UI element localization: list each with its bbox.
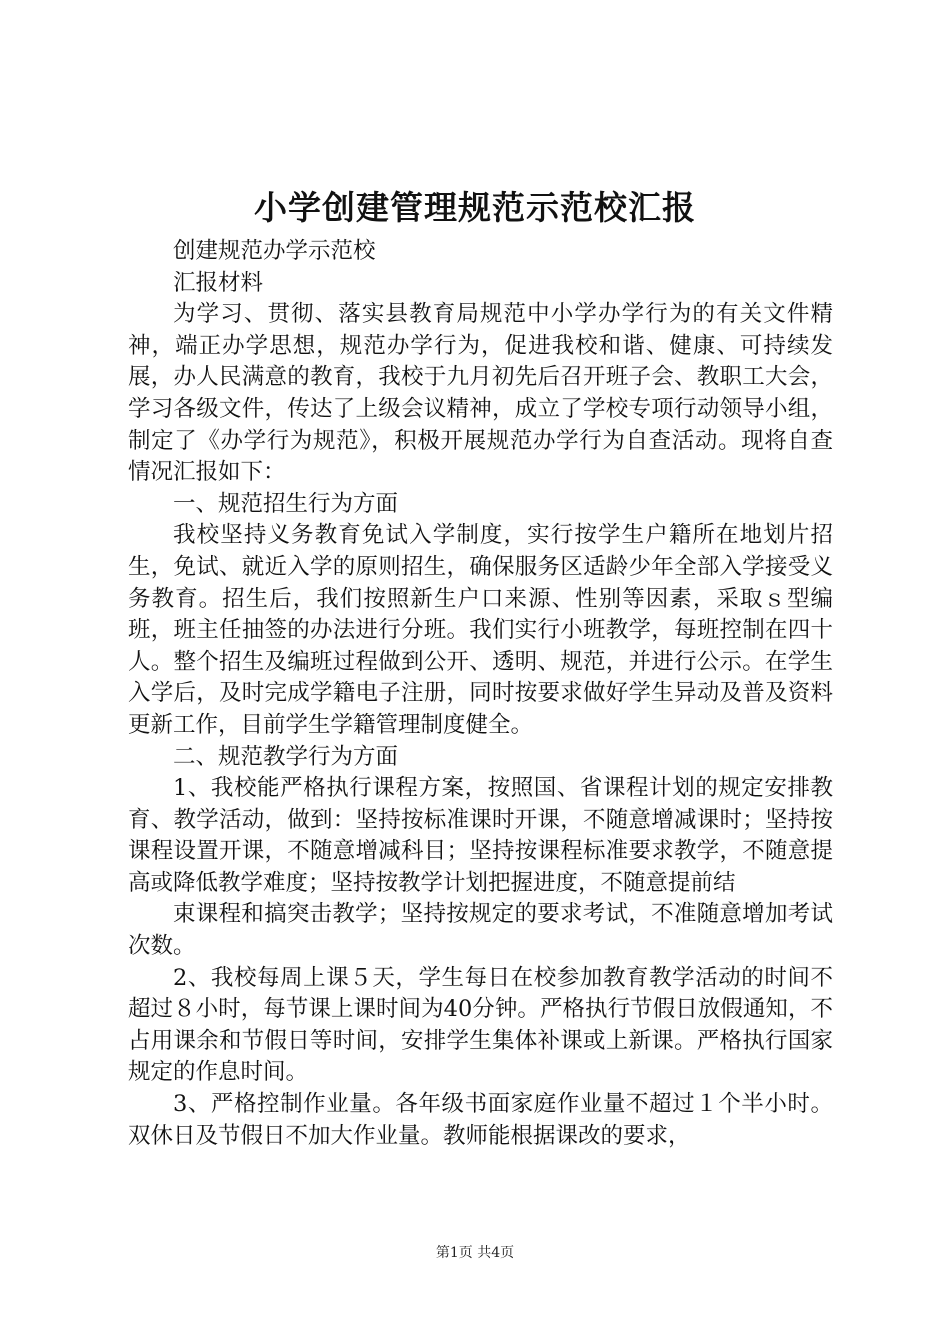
- paragraph: 我校坚持义务教育免试入学制度，实行按学生户籍所在地划片招生，免试、就近入学的原则招生，确保服务区适龄少年全部入学接受义务教育。招生后，我们按照新生户口来源、性别等因素，采取ｓ型编班，班主任抽签的办法进行分班。我们实行小班教学，每班控制在四十人。整个招生及编班过程做到公开、透明、规范，并进行公示。在学生入学后，及时完成学籍电子注册，同时按要求做好学生异动及普及资料更新工作，目前学生学籍管理制度健全。: [128, 522, 833, 738]
- paragraph: 为学习、贯彻、落实县教育局规范中小学办学行为的有关文件精神，端正办学思想，规范办学行为，促进我校和谐、健康、可持续发展，办人民满意的教育，我校于九月初先后召开班子会、教职工大会，学习各级文件，传达了上级会议精神，成立了学校专项行动领导小组，制定了《办学行为规范》，积极开展规范办学行为自查活动。现将自查情况汇报如下：: [128, 301, 833, 486]
- paragraph: 汇报材料: [173, 269, 264, 296]
- paragraph: 1、我校能严格执行课程方案，按照国、省课程计划的规定安排教育、教学活动，做到：坚持按标准课时开课，不随意增减课时；坚持按课程设置开课，不随意增减科目；坚持按课程标准要求教学，不随意提高或降低教学难度；坚持按教学计划把握进度，不随意提前结: [128, 775, 833, 896]
- paragraph: 创建规范办学示范校: [173, 238, 376, 264]
- paragraph: 3、严格控制作业量。各年级书面家庭作业量不超过１个半小时。双休日及节假日不加大作业量。教师能根据课改的要求，: [128, 1091, 833, 1149]
- section-heading: 二、规范教学行为方面: [173, 743, 399, 770]
- document-body: [128, 236, 833, 1152]
- section-heading: 一、规范招生行为方面: [173, 490, 399, 517]
- page-footer: 第1页 共4页: [435, 1245, 515, 1261]
- document-title: 小学创建管理规范示范校汇报: [254, 188, 696, 227]
- paragraph: 束课程和搞突击教学；坚持按规定的要求考试，不准随意增加考试次数。: [128, 901, 833, 960]
- paragraph: 2、我校每周上课５天，学生每日在校参加教育教学活动的时间不超过８小时，每节课上课时间为40分钟。严格执行节假日放假通知，不占用课余和节假日等时间，安排学生集体补课或上新课。严格执行国家规定的作息时间。: [128, 964, 833, 1086]
